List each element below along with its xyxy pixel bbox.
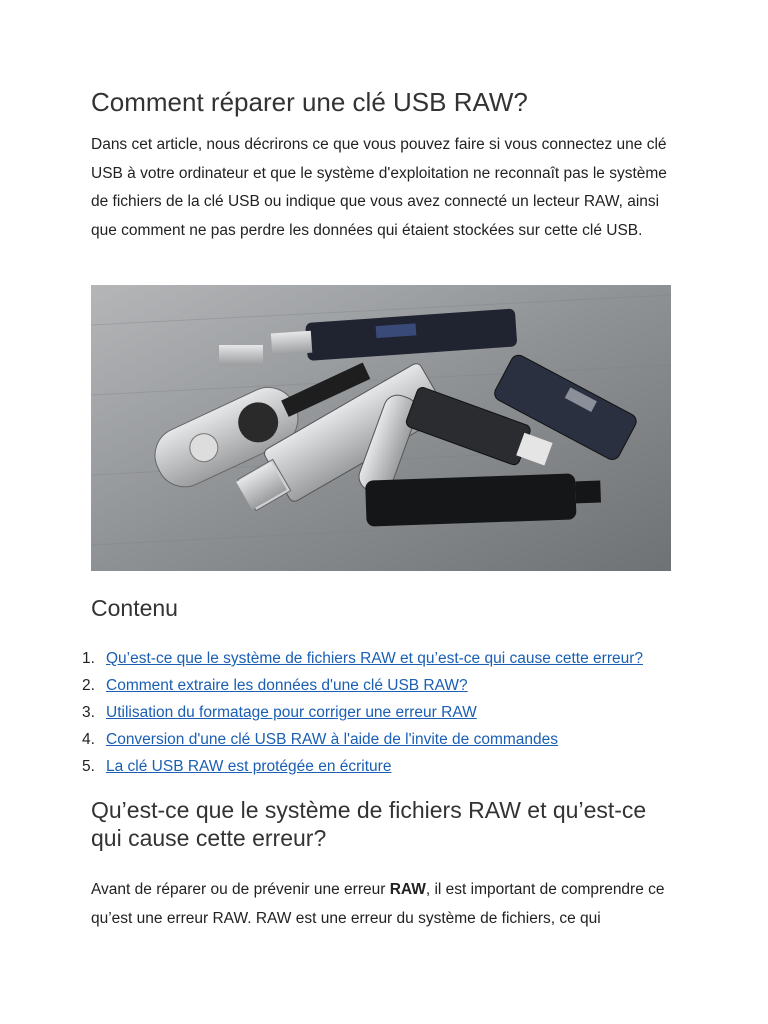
toc-number: 2. xyxy=(82,677,95,694)
toc-item xyxy=(82,645,643,672)
toc-link-formatting[interactable]: Utilisation du formatage pour corriger une erreur RAW xyxy=(106,704,477,721)
table-of-contents xyxy=(82,645,643,780)
section-heading: Qu’est-ce que le système de fichiers RAW et qu’est-ce qui cause cette erreur? xyxy=(91,797,647,851)
toc-number: 4. xyxy=(82,731,95,748)
body-paragraph xyxy=(91,876,675,933)
toc-link-write-protected[interactable]: La clé USB RAW est protégée en écriture xyxy=(106,758,392,775)
body-text-end: , il est important de comprendre ce qu’est une erreur RAW. RAW est une erreur du système de fichiers, ce qui xyxy=(91,881,665,927)
page-title: Comment réparer une clé USB RAW? xyxy=(91,87,528,117)
toc-number: 3. xyxy=(82,704,95,721)
body-text-start: Avant de réparer ou de prévenir une erreur xyxy=(91,881,390,898)
usb-connector xyxy=(219,345,263,365)
toc-item xyxy=(82,672,643,699)
toc-link-extract-data[interactable]: Comment extraire les données d'une clé USB RAW? xyxy=(106,677,468,694)
intro-paragraph: Dans cet article, nous décrirons ce que vous pouvez faire si vous connectez une clé USB à votre ordinateur et que le système d'exploitation ne reconnaît pas le système de fichiers de la clé USB ou indique que vous avez connecté un lecteur RAW, ainsi que comment ne pas perdre les données qui étaient stockées sur cette clé USB. xyxy=(91,136,667,239)
usb-drives-image xyxy=(91,285,671,571)
usb-drive-kingston-bottom xyxy=(365,472,601,526)
usb-drives-illustration xyxy=(91,285,671,571)
toc-link-command-prompt[interactable]: Conversion d'une clé USB RAW à l'aide de l'invite de commandes xyxy=(106,731,558,748)
contents-heading: Contenu xyxy=(91,595,178,621)
toc-item xyxy=(82,699,643,726)
toc-link-raw-filesystem[interactable]: Qu’est-ce que le système de fichiers RAW et qu’est-ce qui cause cette erreur? xyxy=(106,650,643,667)
toc-item xyxy=(82,726,643,753)
body-bold-raw: RAW xyxy=(389,881,426,898)
toc-number: 5. xyxy=(82,758,95,775)
toc-item xyxy=(82,753,643,780)
toc-number: 1. xyxy=(82,650,95,667)
